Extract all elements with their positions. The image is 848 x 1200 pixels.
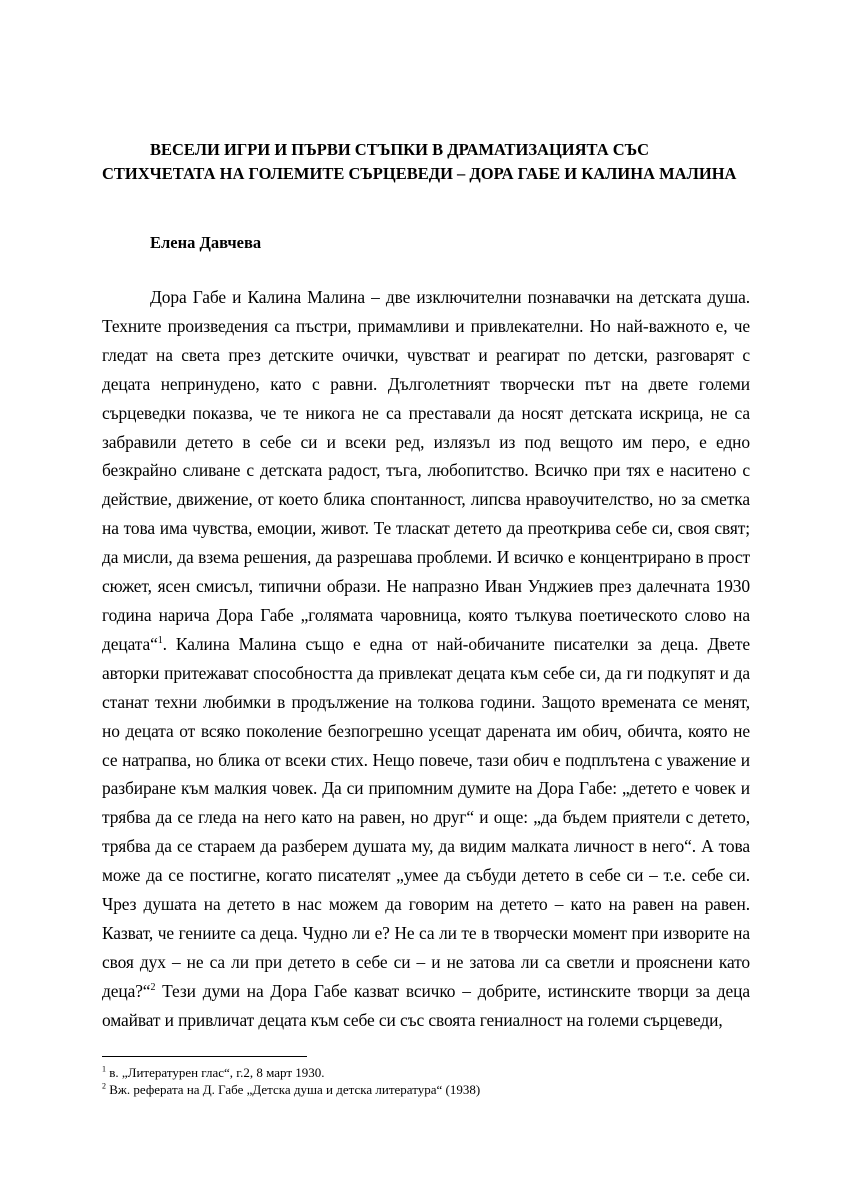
footnote-text-2: Вж. реферата на Д. Габе „Детска душа и детска литература“ (1938) <box>106 1082 481 1097</box>
footnote-ref-1[interactable]: 1 <box>157 635 163 647</box>
document-title: ВЕСЕЛИ ИГРИ И ПЪРВИ СТЪПКИ В ДРАМАТИЗАЦИЯТА СЪС СТИХЧЕТАТА НА ГОЛЕМИТЕ СЪРЦЕВЕДИ – ДОРА ГАБЕ И КАЛИНА МАЛИНА <box>102 140 737 183</box>
footnote-number-2: 2 <box>102 1081 106 1091</box>
footnote-divider <box>102 1056 307 1057</box>
footnote-number-1: 1 <box>102 1064 106 1074</box>
body-text-part-1: Дора Габе и Калина Малина – две изключителни познавачки на детската душа. Техните произведения са пъстри, примамливи и привлекателни. Но най-важното е, че гледат на света през детските очички, чувстват и реагират по детски, разговарят с децата непринудено, като с равни. Дълголетният творчески път на двете големи сърцеведки показва, че те никога не са преставали да носят детската искрица, не са забравили детето в себе си и всеки ред, излязъл из под вещото им перо, е едно безкрайно сливане с детската радост, тъга, любопитство. Всичко при тях е наситено с действие, движение, от което блика спонтанност, липсва нравоучителство, но за сметка на това има чувства, емоции, живот. Те тласкат детето да преоткрива себе си, своя свят; да мисли, да взема решения, да разрешава проблеми. И всичко е концентрирано в прост сюжет, ясен смисъл, типични образи. Не напразно Иван Унджиев през далечната 1930 година нарича Дора Габе „голямата чаровница, която тълкува поетическото слово на децата“ <box>102 287 750 654</box>
footnotes <box>102 1064 750 1098</box>
footnote-1 <box>102 1064 750 1081</box>
footnote-2 <box>102 1081 750 1098</box>
body-text-part-3: Тези думи на Дора Габе казват всичко – добрите, истинските творци за деца омайват и привличат децата към себе си със своята гениалност на големи сърцеведи, <box>102 980 750 1030</box>
footnote-ref-2[interactable]: 2 <box>150 981 156 993</box>
footnote-text-1: в. „Литературен глас“, г.2, 8 март 1930. <box>106 1065 325 1080</box>
body-text-part-2: . Калина Малина също е една от най-обичаните писателки за деца. Двете авторки притежават способността да привлекат децата към себе си, да ги подкупят и да станат техни любимки в продължение на толкова години. Защото времената се менят, но децата от всяко поколение безпогрешно усещат дарената им обич, обичта, която не се натрапва, но блика от всеки стих. Нещо повече, тази обич е подплътена с уважение и разбиране към малкия човек. Да си припомним думите на Дора Габе: „детето е човек и трябва да се гледа на него като на равен, но друг“ и още: „да бъдем приятели с детето, трябва да се стараем да разберем душата му, да видим малката личност в него“. А това може да се постигне, когато писателят „умее да събуди детето в себе си – т.е. себе си. Чрез душата на детето в нас можем да говорим на детето – като на равен на равен. Казват, че гениите са деца. Чудно ли е? Не са ли те в творчески момент при изворите на своя дух – не са ли при детето в себе си – и не затова ли са светли и прояснени като деца?“ <box>102 633 750 1001</box>
body-paragraph <box>102 283 750 1035</box>
author-name: Елена Давчева <box>150 233 262 252</box>
